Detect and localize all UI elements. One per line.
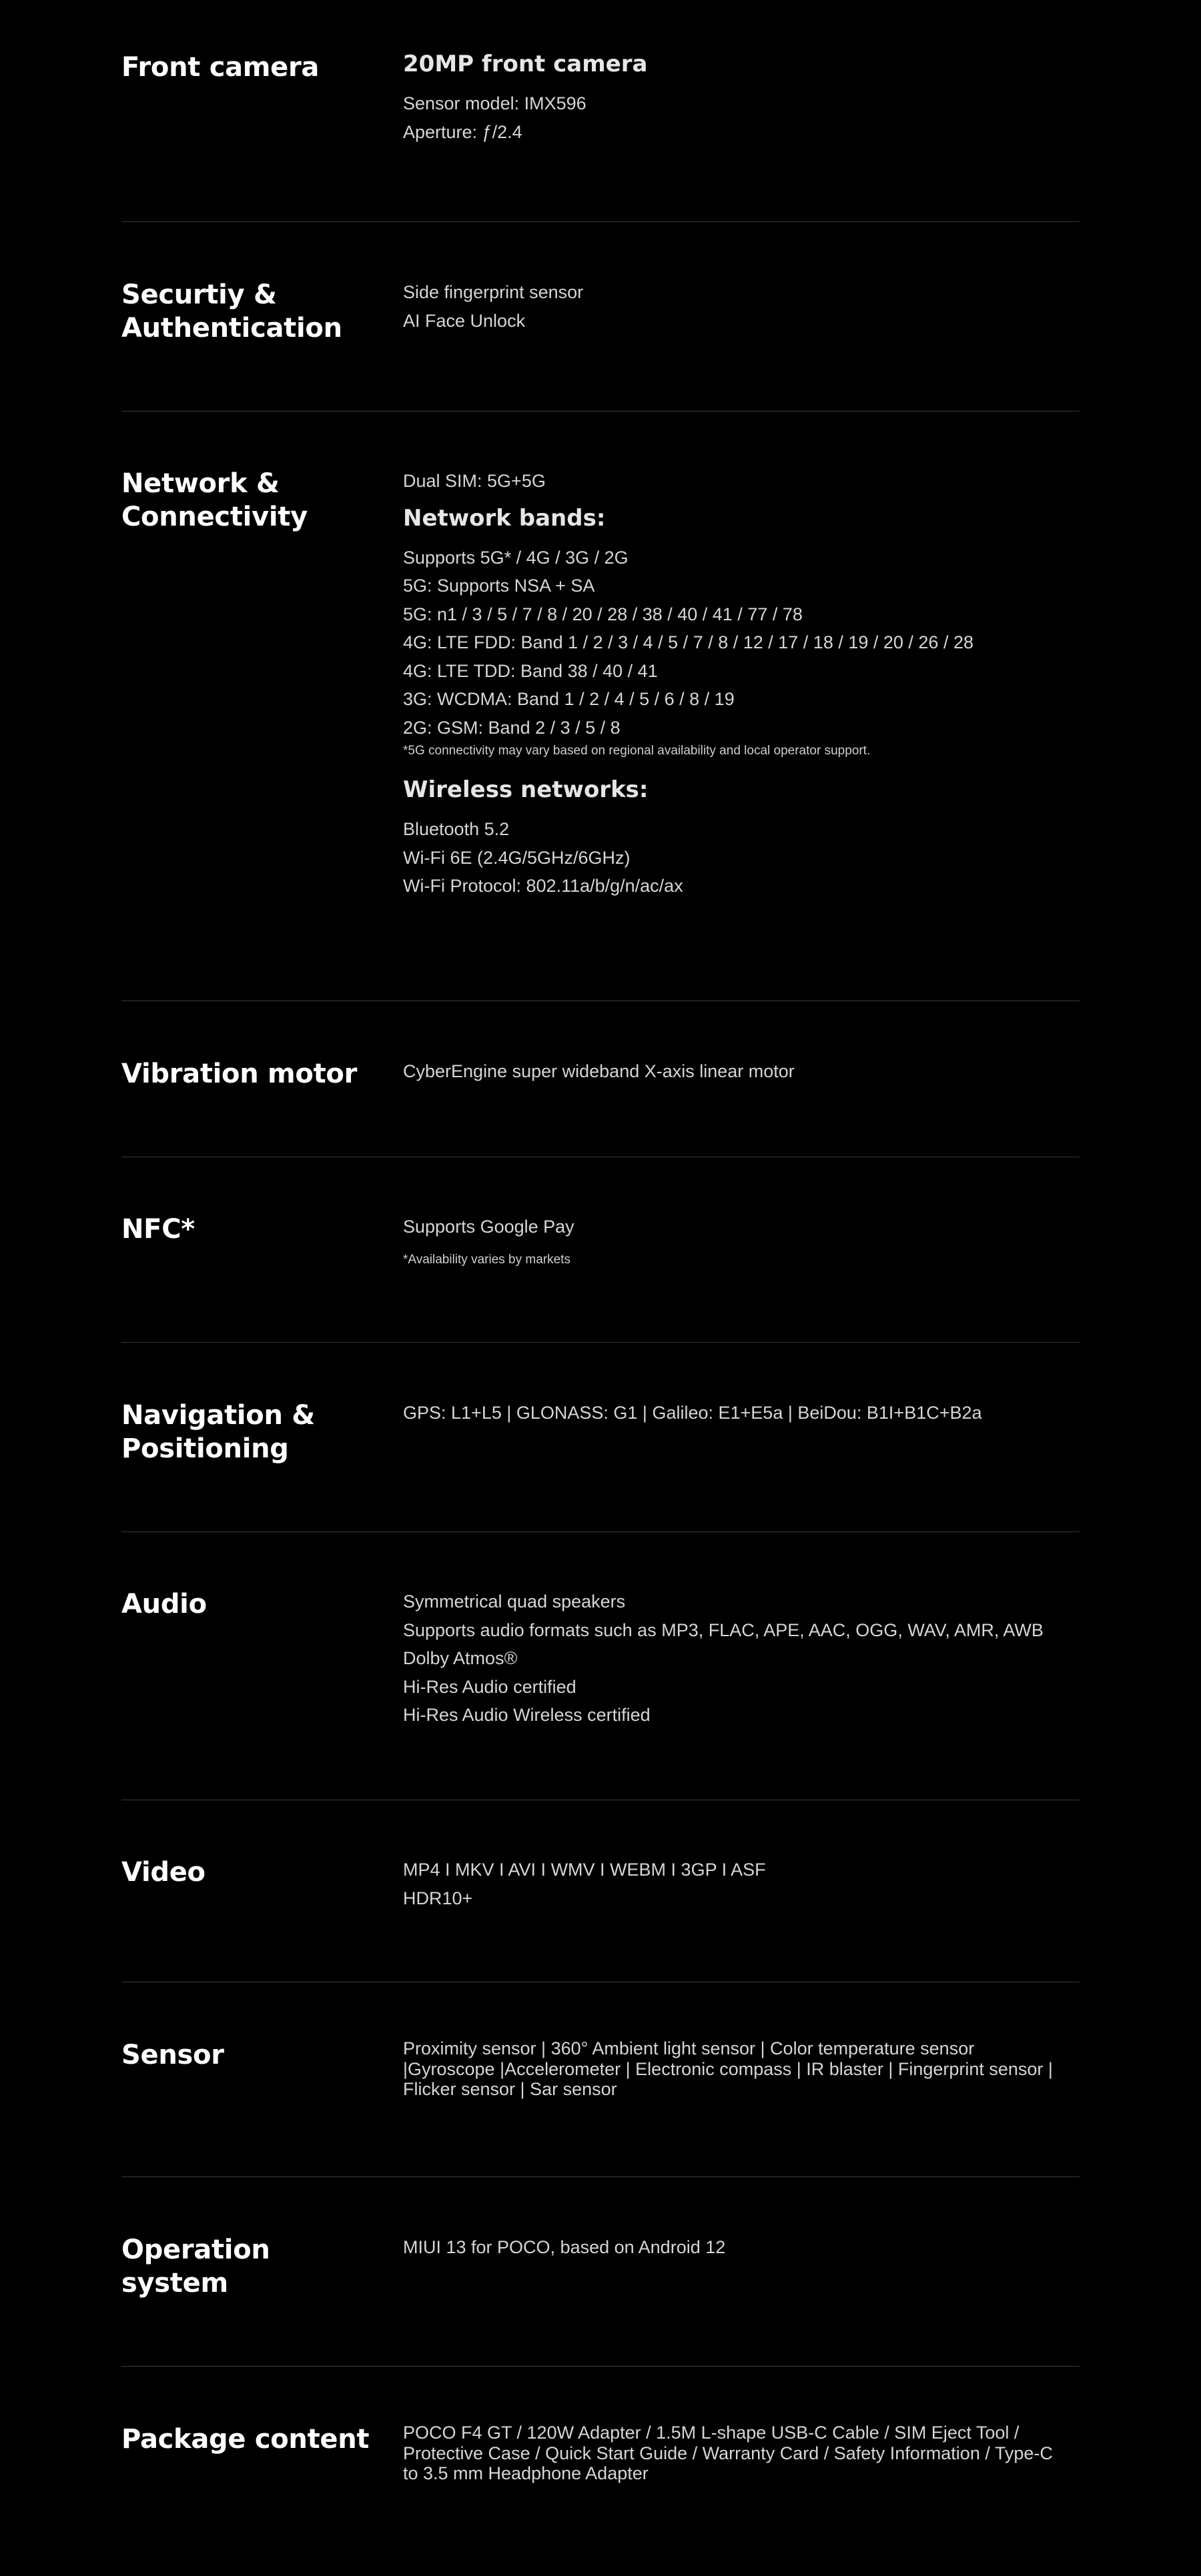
spec-line: Wi-Fi 6E (2.4G/5GHz/6GHz) (403, 847, 631, 868)
spec-line: Dolby Atmos® (403, 1648, 518, 1668)
section-content (403, 51, 1080, 146)
sub-heading: 20MP front camera (403, 51, 648, 77)
spec-line: MP4 I MKV I AVI I WMV I WEBM I 3GP I ASF (403, 1860, 766, 1880)
spec-line: CyberEngine super wideband X-axis linear motor (403, 1061, 795, 1081)
spec-line: Sensor model: IMX596 (403, 93, 586, 113)
spec-line: 4G: LTE FDD: Band 1 / 2 / 3 / 4 / 5 / 7 / 8 / 12 / 17 / 18 / 19 / 20 / 26 / 28 (403, 632, 973, 652)
spec-line: Wi-Fi Protocol: 802.11a/b/g/n/ac/ax (403, 876, 683, 896)
section-title: Sensor (121, 2040, 224, 2070)
section-title: Package content (121, 2424, 370, 2455)
sub-heading: Network bands: (403, 504, 606, 532)
spec-line: MIUI 13 for POCO, based on Android 12 (403, 2237, 726, 2257)
spec-paragraph: Proximity sensor | 360° Ambient light sensor | Color temperature sensor |Gyroscope |Accelerometer | Electronic compass | IR blaster | Fingerprint sensor | Flicker sensor | Sar sensor (403, 2038, 1053, 2099)
section-title: Navigation & Positioning (121, 1400, 315, 1464)
divider (121, 2366, 1080, 2367)
spec-line: HDR10+ (403, 1888, 473, 1908)
spec-line: Symmetrical quad speakers (403, 1591, 626, 1612)
spec-line: 5G: Supports NSA + SA (403, 576, 595, 596)
spec-line: Supports Google Pay (403, 1217, 574, 1237)
spec-line: Hi-Res Audio Wireless certified (403, 1705, 651, 1725)
spec-line: 5G: n1 / 3 / 5 / 7 / 8 / 20 / 28 / 38 / 40 / 41 / 77 / 78 (403, 604, 803, 624)
spec-line: Dual SIM: 5G+5G (403, 471, 546, 491)
section-content (403, 2423, 1064, 2484)
spec-line: Hi-Res Audio certified (403, 1676, 576, 1697)
section-content (403, 2233, 1080, 2262)
spec-paragraph: POCO F4 GT / 120W Adapter / 1.5M L-shape USB-C Cable / SIM Eject Tool / Protective Case / Quick Start Guide / Warranty Card / Safety Information / Type-C to 3.5 mm Headphone Adapter (403, 2423, 1053, 2483)
section-content (403, 2038, 1064, 2100)
section-content (403, 1856, 1080, 1912)
divider (121, 1342, 1080, 1343)
section-title: Front camera (121, 52, 320, 83)
section-title: NFC* (121, 1214, 195, 1245)
spec-line: 3G: WCDMA: Band 1 / 2 / 4 / 5 / 6 / 8 / 19 (403, 689, 735, 709)
divider (121, 1531, 1080, 1532)
section-title: Operation system (121, 2234, 270, 2299)
spec-line: 4G: LTE TDD: Band 38 / 40 / 41 (403, 660, 658, 681)
spec-line: Supports 5G* / 4G / 3G / 2G (403, 547, 629, 568)
sub-heading: Wireless networks: (403, 776, 649, 803)
spec-line: Aperture: ƒ/2.4 (403, 121, 522, 142)
section-content (403, 1057, 1080, 1086)
spec-line: Supports audio formats such as MP3, FLAC, APE, AAC, OGG, WAV, AMR, AWB (403, 1620, 1044, 1640)
spec-line: GPS: L1+L5 | GLONASS: G1 | Galileo: E1+E5a | BeiDou: B1I+B1C+B2a (403, 1403, 982, 1423)
section-title: Audio (121, 1589, 207, 1620)
section-content (403, 467, 1080, 900)
section-title: Vibration motor (121, 1059, 358, 1089)
spec-line: Side fingerprint sensor (403, 282, 584, 302)
section-title: Securtiy & Authentication (121, 279, 342, 344)
section-content (403, 1213, 1080, 1269)
section-content (403, 1399, 1080, 1427)
spec-line: AI Face Unlock (403, 310, 526, 331)
footnote: *Availability varies by markets (403, 1252, 570, 1267)
footnote: *5G connectivity may vary based on regional availability and local operator support. (403, 744, 871, 758)
spec-line: Bluetooth 5.2 (403, 819, 510, 839)
section-content (403, 278, 1080, 335)
section-content (403, 1587, 1080, 1730)
divider (121, 411, 1080, 412)
divider (121, 221, 1080, 222)
spec-line: 2G: GSM: Band 2 / 3 / 5 / 8 (403, 717, 621, 738)
section-title: Video (121, 1857, 206, 1888)
section-title: Network & Connectivity (121, 468, 308, 532)
divider (121, 2176, 1080, 2177)
